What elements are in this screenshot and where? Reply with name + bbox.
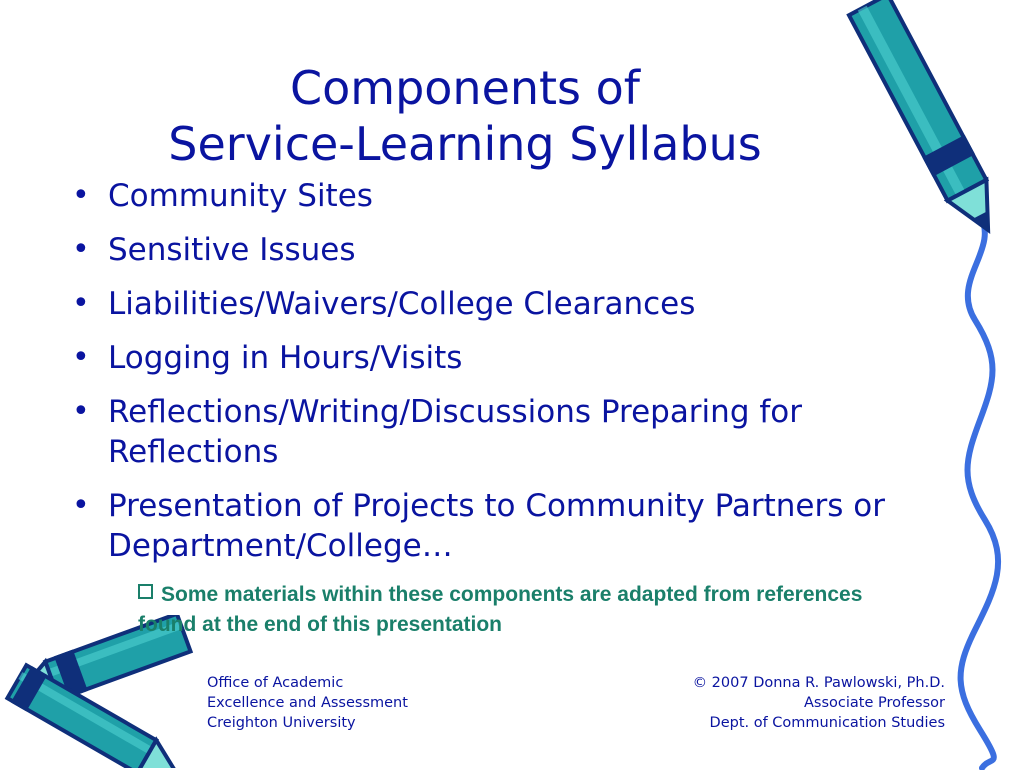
bullet-text: Presentation of Projects to Community Partners or Department/College… [108,488,885,564]
bullet-text: Sensitive Issues [108,232,356,268]
list-item [70,392,920,472]
square-bullet-icon [138,584,153,599]
bullet-icon: • [72,286,90,321]
bullet-list [70,176,920,580]
wave-line-icon [940,210,1010,770]
bullet-icon: • [72,178,90,213]
note-text: Some materials within these components are adapted from references found at the end of this presentation [138,583,863,636]
bullet-text: Liabilities/Waivers/College Clearances [108,286,696,322]
list-item [70,338,920,378]
bullet-icon: • [72,232,90,267]
footer-right [585,673,945,733]
list-item [70,230,920,270]
source-note [138,580,918,640]
footer-left-line-1: Office of Academic [207,675,344,691]
list-item [70,176,920,216]
title-line-1: Components of [290,61,640,115]
bullet-icon: • [72,488,90,523]
list-item [70,284,920,324]
footer-left-line-2: Excellence and Assessment [207,695,408,711]
bullet-icon: • [72,340,90,375]
bullet-icon: • [72,394,90,429]
footer-right-line-2: Associate Professor [804,695,945,711]
slide-title [60,60,870,172]
title-line-2: Service-Learning Syllabus [168,117,762,171]
footer-right-line-1: © 2007 Donna R. Pawlowski, Ph.D. [692,675,945,691]
bullet-text: Community Sites [108,178,373,214]
bullet-text: Reflections/Writing/Discussions Preparing for Reflections [108,394,802,470]
list-item [70,486,920,566]
footer-left [207,673,507,733]
bullet-text: Logging in Hours/Visits [108,340,463,376]
footer-left-line-3: Creighton University [207,715,356,731]
footer-right-line-3: Dept. of Communication Studies [709,715,945,731]
